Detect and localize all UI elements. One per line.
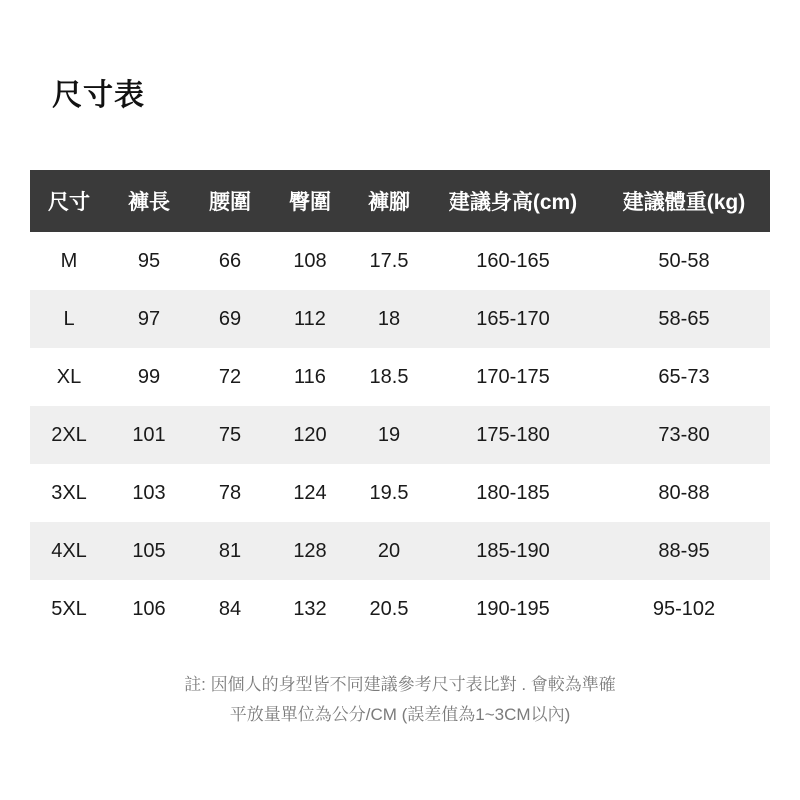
cell-weight: 58-65 — [598, 290, 770, 348]
cell-hip: 132 — [293, 597, 327, 620]
table-header-row — [30, 170, 770, 232]
cell-height: 160-165 — [476, 249, 550, 272]
cell-size: 4XL — [30, 522, 108, 580]
page-title: 尺寸表 — [52, 79, 145, 112]
cell-cuff: 20 — [350, 522, 428, 580]
cell-size: L — [30, 290, 108, 348]
cell-height: 180-185 — [476, 481, 550, 504]
cell-hip: 120 — [270, 406, 350, 464]
cell-cuff: 17.5 — [369, 249, 409, 272]
note-line-2: 平放量單位為公分/CM (誤差值為1~3CM以內) — [229, 705, 571, 724]
cell-pant-length: 97 — [108, 290, 190, 348]
cell-hip: 108 — [293, 249, 327, 272]
cell-waist: 81 — [190, 522, 270, 580]
cell-height: 175-180 — [428, 406, 598, 464]
cell-weight: 80-88 — [658, 481, 710, 504]
column-header-cuff: 褲腳 — [350, 170, 428, 232]
table-row — [30, 464, 770, 522]
cell-hip: 116 — [294, 365, 326, 388]
cell-weight: 88-95 — [598, 522, 770, 580]
size-table — [30, 170, 770, 638]
cell-size: M — [60, 249, 78, 272]
cell-pant-length: 103 — [132, 481, 166, 504]
notes-section — [0, 670, 800, 730]
column-header-size: 尺寸 — [30, 170, 108, 232]
cell-cuff: 19 — [350, 406, 428, 464]
cell-waist: 75 — [190, 406, 270, 464]
cell-waist: 66 — [218, 249, 242, 272]
cell-cuff: 18 — [350, 290, 428, 348]
table-body — [30, 232, 770, 638]
cell-height: 185-190 — [428, 522, 598, 580]
cell-cuff: 18.5 — [369, 365, 409, 388]
cell-cuff: 19.5 — [369, 481, 409, 504]
table-row — [30, 232, 770, 290]
cell-hip: 124 — [293, 481, 327, 504]
table-row — [30, 348, 770, 406]
cell-size: 5XL — [51, 597, 87, 620]
cell-waist: 84 — [218, 597, 242, 620]
cell-weight: 65-73 — [658, 365, 710, 388]
cell-weight: 73-80 — [598, 406, 770, 464]
cell-size: 3XL — [51, 481, 87, 504]
table-row — [30, 580, 770, 638]
cell-weight: 95-102 — [652, 597, 716, 620]
cell-size: XL — [56, 365, 82, 388]
cell-hip: 128 — [270, 522, 350, 580]
column-header-pant-length: 褲長 — [108, 170, 190, 232]
column-header-height: 建議身高(cm) — [428, 170, 598, 232]
column-header-weight: 建議體重(kg) — [598, 170, 770, 232]
cell-pant-length: 106 — [132, 597, 166, 620]
table-row — [30, 290, 770, 348]
table-header — [30, 170, 770, 232]
cell-pant-length: 99 — [137, 365, 161, 388]
size-table-container — [30, 170, 770, 638]
table-row — [30, 522, 770, 580]
cell-waist: 69 — [190, 290, 270, 348]
cell-height: 190-195 — [476, 597, 550, 620]
cell-height: 170-175 — [476, 365, 550, 388]
table-row — [30, 406, 770, 464]
cell-size: 2XL — [30, 406, 108, 464]
cell-cuff: 20.5 — [369, 597, 409, 620]
cell-pant-length: 95 — [137, 249, 161, 272]
cell-height: 165-170 — [428, 290, 598, 348]
cell-pant-length: 105 — [108, 522, 190, 580]
cell-hip: 112 — [270, 290, 350, 348]
cell-pant-length: 101 — [108, 406, 190, 464]
cell-waist: 78 — [218, 481, 242, 504]
column-header-waist: 腰圍 — [190, 170, 270, 232]
column-header-hip: 臀圍 — [270, 170, 350, 232]
cell-weight: 50-58 — [658, 249, 710, 272]
cell-waist: 72 — [218, 365, 242, 388]
note-line-1: 註: 因個人的身型皆不同建議參考尺寸表比對 . 會較為準確 — [184, 675, 616, 694]
